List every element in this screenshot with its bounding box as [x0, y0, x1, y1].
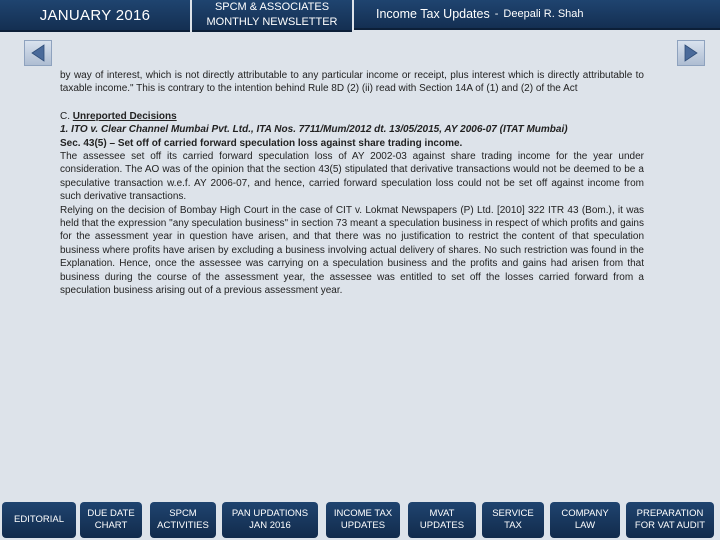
tab-label-line-1: MVAT: [429, 507, 455, 519]
case-title: 1. ITO v. Clear Channel Mumbai Pvt. Ltd., ITA Nos. 7711/Mum/2012 dt. 13/05/2015, AY 2006-07 (ITAT Mumbai): [60, 124, 568, 136]
topic-author: Deepali R. Shah: [503, 8, 584, 20]
tab-label: [492, 508, 534, 533]
tab-label: [14, 514, 64, 527]
tab-pan-updations[interactable]: [222, 502, 318, 538]
article-body: [60, 69, 644, 298]
tab-label: [334, 508, 392, 533]
topic-separator: -: [494, 8, 499, 20]
tab-label: [157, 508, 209, 533]
firm-text: [207, 0, 338, 30]
tab-income-tax-updates[interactable]: [326, 502, 400, 538]
tab-label-line-2: FOR VAT AUDIT: [634, 520, 706, 531]
firm-title: [192, 0, 352, 32]
previous-page-button[interactable]: [24, 40, 52, 66]
footer-nav: [0, 500, 720, 540]
tab-service-tax[interactable]: [482, 502, 544, 538]
section-title: Sec. 43(5) – Set off of carried forward speculation loss against share trading income.: [60, 137, 463, 149]
tab-label-line-2: UPDATES: [340, 520, 386, 531]
tab-label: [87, 508, 134, 533]
tab-label-line-1: EDITORIAL: [14, 513, 64, 525]
tab-editorial[interactable]: [2, 502, 76, 538]
navigation-strip: [0, 40, 720, 68]
triangle-right-icon: [683, 44, 699, 62]
tab-label-line-1: PAN UPDATIONS: [231, 507, 309, 519]
tab-mvat-updates[interactable]: [408, 502, 476, 538]
tab-label-line-2: CHART: [94, 520, 128, 531]
topic-title-text: Income Tax Updates: [376, 7, 490, 21]
tab-label-line-1: COMPANY: [561, 507, 609, 519]
tab-label-line-1: SERVICE: [492, 507, 534, 519]
section-heading: [60, 110, 644, 123]
tab-label-line-1: DUE DATE: [87, 507, 135, 519]
triangle-left-icon: [30, 44, 46, 62]
tab-preparation-vat-audit[interactable]: [626, 502, 714, 538]
spacer: [60, 96, 644, 110]
tab-due-date-chart[interactable]: [80, 502, 142, 538]
firm-line-1: SPCM & ASSOCIATES: [214, 1, 330, 13]
tab-spcm-activities[interactable]: [150, 502, 216, 538]
firm-line-2: MONTHLY NEWSLETTER: [206, 16, 338, 28]
tab-label-line-2: JAN 2016: [249, 520, 291, 531]
tab-label-line-2: UPDATES: [419, 520, 465, 531]
tab-label-line-1: INCOME TAX: [333, 507, 393, 519]
month-text: JANUARY 2016: [39, 6, 151, 24]
tab-label-line-2: ACTIVITIES: [157, 520, 209, 531]
tab-label-line-1: SPCM: [169, 507, 197, 519]
tab-company-law[interactable]: [550, 502, 620, 538]
body-paragraph-1: The assessee set off its carried forward speculation loss of AY 2002-03 against share trading income for the year under consideration. The AO was of the opinion that the section 43(5) stipulated that derivative transactions would not be deemed to be a speculative transaction w.e.f. AY 2006-07, and hence, carried forward speculation loss could not be set off against income from such derivative transactions.: [60, 151, 644, 203]
month-label: [0, 0, 190, 32]
section-heading-prefix: C.: [60, 110, 70, 122]
tab-label: [420, 508, 464, 533]
tab-label-line-2: LAW: [574, 520, 596, 531]
tab-label: [561, 508, 608, 533]
tab-label: [635, 508, 705, 533]
next-page-button[interactable]: [677, 40, 705, 66]
tab-label: [232, 508, 308, 533]
topic-title: [354, 0, 720, 30]
body-paragraph-2: Relying on the decision of Bombay High Court in the case of CIT v. Lokmat Newspapers (P) Ltd. [2010] 322 ITR 43 (Bom.), it was held that the expression "any speculation business" in section 73 meant a speculation business in respect of which profits and gains for the assessment year in question have arisen, and that there was no justification to restrict the content of that speculation business where profits have arisen by excluding a business involving actual delivery of shares. No such restriction was found in the Explanation. Hence, once the assessee was carrying on a speculation business and the profits and gains had arisen from that business during the course of the assessment year, the assessee was entitled to set off the losses carried forward from a speculation business arising out of a previous assessment year.: [60, 204, 644, 297]
header: [0, 0, 720, 33]
tab-label-line-2: TAX: [504, 520, 522, 531]
intro-paragraph: by way of interest, which is not directly attributable to any particular income or receipt, plus interest which is directly attributable to taxable income." This is contrary to the intention behind Rule 8D (2) (ii) read with Section 14A of (1) and (2) of the Act: [60, 70, 644, 95]
section-heading-text: Unreported Decisions: [72, 110, 177, 122]
tab-label-line-1: PREPARATION: [636, 507, 704, 519]
